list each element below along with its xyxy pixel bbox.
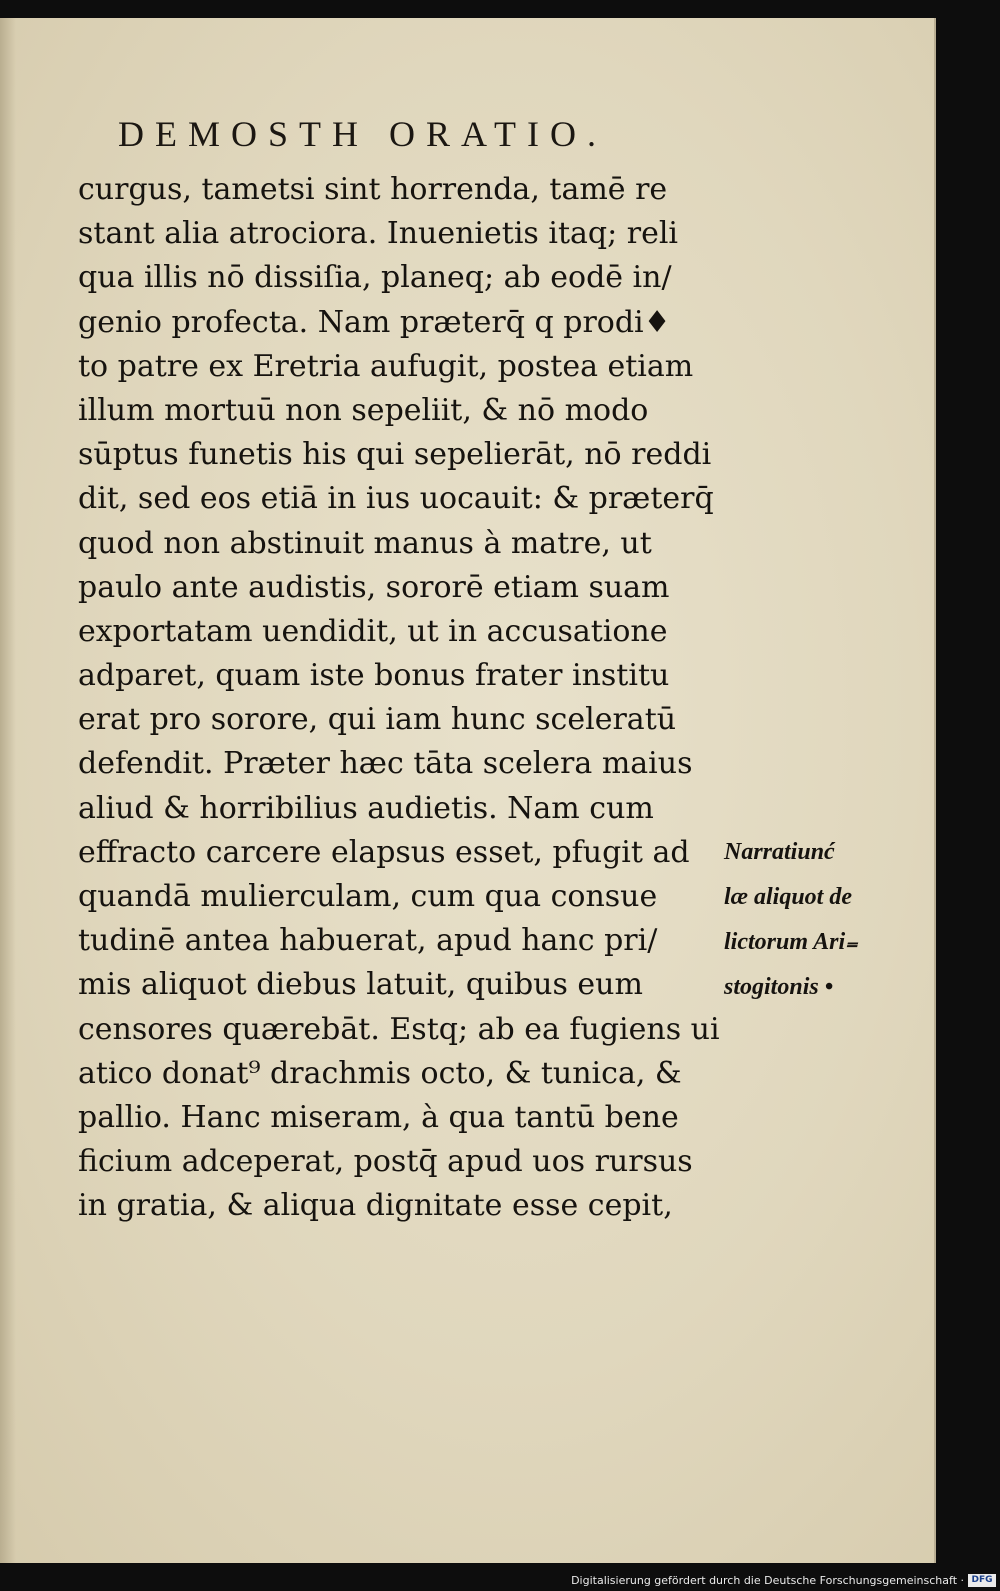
text-line: in gratia, & aliqua dignitate esse cepit, <box>78 1188 673 1224</box>
text-line: quod non abstinuit manus à matre, ut <box>78 525 652 561</box>
text-line: curgus, tametsi sint horrenda, tamē re <box>78 172 668 207</box>
marginal-note-line: Narratiunć <box>724 839 835 865</box>
marginal-note <box>724 830 924 1010</box>
text-line: erat pro sorore, qui iam hunc sceleratū <box>78 702 677 738</box>
dfg-logo: DFG <box>968 1574 996 1587</box>
text-line: ficium adceperat, postq̄ apud uos rursus <box>78 1144 693 1180</box>
digitization-credit: Digitalisierung gefördert durch die Deutsche Forschungsgemeinschaft · <box>571 1574 964 1587</box>
text-line: exportatam uendidit, ut in accusatione <box>78 613 668 649</box>
marginal-note-line: læ aliquot de <box>724 884 853 910</box>
text-line: adparet, quam iste bonus frater institu <box>78 658 670 694</box>
text-line: censores quærebāt. Estq; ab ea fugiens ui <box>78 1011 720 1047</box>
text-line: tudinē antea habuerat, apud hanc pri/ <box>78 923 658 959</box>
text-line: pallio. Hanc miseram, à qua tantū bene <box>78 1099 679 1135</box>
marginal-note-line: lictorum Ari₌ <box>724 929 858 955</box>
text-line: atico donat⁹ drachmis octo, & tunica, & <box>78 1055 682 1091</box>
text-line: effracto carcere elapsus esset, pfugit ad <box>78 834 690 870</box>
text-line: aliud & horribilius audietis. Nam cum <box>78 790 654 826</box>
text-line: genio profecta. Nam præterq̄ q prodi♦ <box>78 304 671 340</box>
book-page <box>0 18 936 1563</box>
text-line: sūptus funetis his qui sepelierāt, nō reddi <box>78 437 712 473</box>
body-text <box>78 168 728 1229</box>
text-line: qua illis nō dissiſia, planeq; ab eodē in/ <box>78 260 672 296</box>
text-line: stant alia atrociora. Inuenietis itaq; reli <box>78 216 679 252</box>
text-line: paulo ante audistis, sororē etiam suam <box>78 569 670 605</box>
page-spine-shadow <box>0 18 16 1563</box>
marginal-note-line: stogitonis • <box>724 974 834 1000</box>
text-line: to patre ex Eretria aufugit, postea etiam <box>78 348 694 384</box>
text-line: defendit. Præter hæc tāta scelera maius <box>78 746 693 782</box>
text-line: quandā mulierculam, cum qua consue <box>78 879 658 914</box>
text-line: dit, sed eos etiā in ius uocauit: & præterq̄ <box>78 481 714 517</box>
text-line: mis aliquot diebus latuit, quibus eum <box>78 967 643 1003</box>
running-head: DEMOSTH ORATIO. <box>118 114 607 154</box>
text-line: illum mortuū non sepeliit, & nō modo <box>78 392 649 428</box>
